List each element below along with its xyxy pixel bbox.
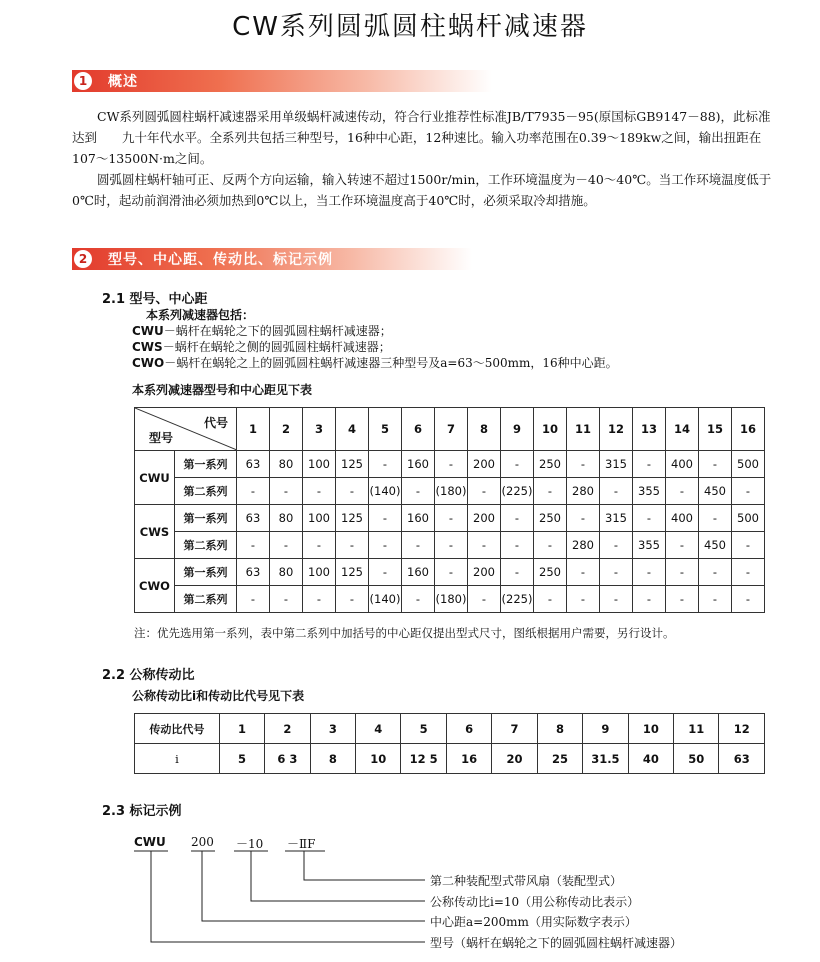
series-cell: 第一系列 — [175, 505, 237, 532]
value-cell: 450 — [699, 478, 732, 505]
value-cell: - — [567, 505, 600, 532]
model-code: CWU — [132, 324, 164, 338]
value-cell: 500 — [732, 451, 765, 478]
code-header-cell: 3 — [303, 408, 336, 451]
corner-label-code: 代号 — [203, 416, 228, 430]
value-cell: - — [435, 451, 468, 478]
marking-assembly: －ⅡF — [287, 837, 316, 851]
value-cell: - — [237, 478, 270, 505]
value-cell: - — [402, 532, 435, 559]
ratio-code-cell: 11 — [674, 714, 719, 744]
code-header-cell: 13 — [633, 408, 666, 451]
subsection-2-1-heading: 2.1 型号、中心距 — [102, 292, 208, 307]
value-cell: 63 — [237, 451, 270, 478]
value-cell: 250 — [534, 451, 567, 478]
value-cell: 160 — [402, 505, 435, 532]
value-cell: - — [666, 586, 699, 613]
code-header-cell: 11 — [567, 408, 600, 451]
ratio-value-label: i — [135, 744, 220, 774]
value-cell: - — [369, 532, 402, 559]
value-cell: - — [732, 478, 765, 505]
ratio-value-cell: 25 — [537, 744, 582, 774]
subsection-2-3-heading: 2.3 标记示例 — [102, 804, 182, 819]
section-2-number: 2 — [74, 250, 92, 268]
model-description: －蜗杆在蜗轮之下的圆弧圆柱蜗杆减速器； — [163, 324, 392, 338]
ratio-value-cell: 50 — [674, 744, 719, 774]
ratio-code-cell: 6 — [446, 714, 491, 744]
value-cell: - — [402, 478, 435, 505]
value-cell: - — [567, 586, 600, 613]
ratio-value-cell: 20 — [492, 744, 537, 774]
code-header-cell: 4 — [336, 408, 369, 451]
ratio-value-cell: 31.5 — [583, 744, 628, 774]
ratio-code-label: 传动比代号 — [135, 714, 220, 744]
value-cell: - — [600, 532, 633, 559]
value-cell: - — [666, 559, 699, 586]
marking-center-distance: 200 — [191, 835, 214, 849]
leader-center-distance — [202, 851, 425, 921]
value-cell: - — [633, 586, 666, 613]
value-cell: 63 — [237, 505, 270, 532]
series-cell: 第二系列 — [175, 532, 237, 559]
value-cell: - — [336, 478, 369, 505]
ratio-code-cell: 8 — [537, 714, 582, 744]
model-description: －蜗杆在蜗轮之侧的圆弧圆柱蜗杆减速器； — [162, 340, 391, 354]
section-1-title: 概述 — [108, 74, 138, 90]
value-cell: 160 — [402, 559, 435, 586]
page-title: CW系列圆弧圆柱蜗杆减速器 — [232, 12, 588, 42]
ratio-code-cell: 5 — [401, 714, 446, 744]
value-cell: - — [303, 532, 336, 559]
value-cell: - — [699, 505, 732, 532]
value-cell: - — [303, 478, 336, 505]
value-cell: (140) — [369, 586, 402, 613]
value-cell: 80 — [270, 559, 303, 586]
annotation-center-distance: 中心距a=200mm（用实际数字表示） — [430, 915, 637, 929]
value-cell: 250 — [534, 559, 567, 586]
series-cell: 第二系列 — [175, 586, 237, 613]
code-header-cell: 2 — [270, 408, 303, 451]
series-cell: 第二系列 — [175, 478, 237, 505]
value-cell: - — [633, 451, 666, 478]
ratio-code-cell: 9 — [583, 714, 628, 744]
ratio-code-cell: 10 — [628, 714, 673, 744]
value-cell: 250 — [534, 505, 567, 532]
value-cell: 125 — [336, 505, 369, 532]
annotation-ratio: 公称传动比i=10（用公称传动比表示） — [430, 895, 640, 909]
value-cell: 80 — [270, 451, 303, 478]
code-header-cell: 16 — [732, 408, 765, 451]
value-cell: 355 — [633, 478, 666, 505]
ratio-code-cell: 2 — [265, 714, 310, 744]
value-cell: - — [468, 532, 501, 559]
value-cell: - — [369, 451, 402, 478]
value-cell: - — [501, 532, 534, 559]
model-code: CWS — [132, 340, 163, 354]
value-cell: - — [633, 559, 666, 586]
value-cell: 80 — [270, 505, 303, 532]
ratio-value-cell: 8 — [310, 744, 355, 774]
ratio-value-cell: 5 — [219, 744, 264, 774]
value-cell: - — [402, 586, 435, 613]
value-cell: - — [270, 532, 303, 559]
value-cell: - — [468, 478, 501, 505]
value-cell: 315 — [600, 505, 633, 532]
value-cell: - — [369, 559, 402, 586]
value-cell: - — [435, 505, 468, 532]
value-cell: - — [732, 532, 765, 559]
value-cell: - — [534, 478, 567, 505]
overview-paragraph-1: CW系列圆弧圆柱蜗杆减速器采用单级蜗杆减速传动，符合行业推荐性标准JB/T7935－95(原国标GB9147－88)，此标准达到 九十年代水平。全系列共包括三种型号，16种中心距，12种速比。输入功率范围在0.39～189kw之间，输出扭距在107～13500N·m之间。 — [72, 109, 771, 166]
value-cell: - — [435, 559, 468, 586]
annotation-assembly: 第二种装配型式带风扇（装配型式） — [430, 874, 623, 888]
value-cell: 280 — [567, 532, 600, 559]
series-cell: 第一系列 — [175, 451, 237, 478]
ratio-code-cell: 3 — [310, 714, 355, 744]
marking-ratio: －10 — [236, 837, 264, 851]
value-cell: - — [501, 451, 534, 478]
value-cell: 125 — [336, 451, 369, 478]
section-1-number: 1 — [74, 72, 92, 90]
value-cell: - — [435, 532, 468, 559]
value-cell: - — [600, 478, 633, 505]
value-cell: (140) — [369, 478, 402, 505]
value-cell: 200 — [468, 559, 501, 586]
value-cell: - — [666, 478, 699, 505]
value-cell: - — [732, 586, 765, 613]
value-cell: - — [633, 505, 666, 532]
code-header-cell: 7 — [435, 408, 468, 451]
subsection-2-2-heading: 2.2 公称传动比 — [102, 668, 195, 683]
value-cell: 100 — [303, 505, 336, 532]
value-cell: (180) — [435, 478, 468, 505]
value-cell: - — [369, 505, 402, 532]
code-header-cell: 9 — [501, 408, 534, 451]
ratio-code-cell: 1 — [219, 714, 264, 744]
code-header-cell: 6 — [402, 408, 435, 451]
value-cell: - — [336, 532, 369, 559]
ratio-value-cell: 16 — [446, 744, 491, 774]
value-cell: 400 — [666, 505, 699, 532]
ratio-code-cell: 7 — [492, 714, 537, 744]
value-cell: - — [567, 559, 600, 586]
ratio-code-cell: 4 — [356, 714, 401, 744]
value-cell: 500 — [732, 505, 765, 532]
value-cell: - — [732, 559, 765, 586]
value-cell: 450 — [699, 532, 732, 559]
code-header-cell: 5 — [369, 408, 402, 451]
center-distance-table-caption: 本系列减速器型号和中心距见下表 — [132, 383, 313, 397]
value-cell: - — [270, 586, 303, 613]
code-header-cell: 8 — [468, 408, 501, 451]
value-cell: - — [600, 559, 633, 586]
value-cell: - — [567, 451, 600, 478]
leader-assembly — [304, 851, 425, 880]
value-cell: (225) — [501, 586, 534, 613]
leader-ratio — [251, 851, 425, 901]
value-cell: 100 — [303, 451, 336, 478]
value-cell: 200 — [468, 505, 501, 532]
value-cell: 63 — [237, 559, 270, 586]
value-cell: - — [270, 478, 303, 505]
value-cell: - — [303, 586, 336, 613]
ratio-value-cell: 40 — [628, 744, 673, 774]
value-cell: (180) — [435, 586, 468, 613]
section-2-title: 型号、中心距、传动比、标记示例 — [108, 252, 333, 268]
value-cell: - — [336, 586, 369, 613]
value-cell: - — [534, 586, 567, 613]
ratio-value-cell: 10 — [356, 744, 401, 774]
value-cell: - — [534, 532, 567, 559]
value-cell: 200 — [468, 451, 501, 478]
code-header-cell: 15 — [699, 408, 732, 451]
model-cell: CWO — [135, 559, 175, 613]
corner-label-model: 型号 — [149, 431, 174, 445]
ratio-table-caption: 公称传动比i和传动比代号见下表 — [132, 689, 305, 703]
value-cell: - — [666, 532, 699, 559]
table-note: 注：优先选用第一系列，表中第二系列中加括号的中心距仅提出型式尺寸，图纸根据用户需要，另行设计。 — [134, 626, 675, 640]
value-cell: (225) — [501, 478, 534, 505]
code-header-cell: 10 — [534, 408, 567, 451]
code-header-cell: 14 — [666, 408, 699, 451]
value-cell: 160 — [402, 451, 435, 478]
ratio-value-cell: 63 — [719, 744, 765, 774]
value-cell: - — [501, 559, 534, 586]
value-cell: 315 — [600, 451, 633, 478]
overview-paragraph-2: 圆弧圆柱蜗杆轴可正、反两个方向运输，输入转速不超过1500r/min，工作环境温度为－40～40℃。当工作环境温度低于0℃时，起动前润滑油必须加热到0℃以上，当工作环境温度高于40℃时，必须采取冷却措施。 — [72, 172, 772, 208]
value-cell: - — [237, 586, 270, 613]
value-cell: 355 — [633, 532, 666, 559]
models-intro: 本系列减速器包括： — [146, 308, 255, 322]
leader-model — [151, 851, 425, 942]
series-cell: 第一系列 — [175, 559, 237, 586]
value-cell: - — [600, 586, 633, 613]
marking-model: CWU — [134, 835, 166, 849]
value-cell: - — [699, 451, 732, 478]
ratio-value-cell: 12 5 — [401, 744, 446, 774]
model-cell: CWU — [135, 451, 175, 505]
value-cell: - — [468, 586, 501, 613]
value-cell: 400 — [666, 451, 699, 478]
value-cell: - — [699, 586, 732, 613]
value-cell: - — [501, 505, 534, 532]
value-cell: - — [237, 532, 270, 559]
model-description: －蜗杆在蜗轮之上的圆弧圆柱蜗杆减速器三种型号及a=63～500mm，16种中心距。 — [164, 356, 618, 370]
annotation-model: 型号（蜗杆在蜗轮之下的圆弧圆柱蜗杆减速器） — [430, 936, 683, 950]
value-cell: 280 — [567, 478, 600, 505]
value-cell: - — [699, 559, 732, 586]
model-cell: CWS — [135, 505, 175, 559]
value-cell: 125 — [336, 559, 369, 586]
model-code: CWO — [132, 356, 165, 370]
ratio-value-cell: 6 3 — [265, 744, 310, 774]
value-cell: 100 — [303, 559, 336, 586]
ratio-code-cell: 12 — [719, 714, 765, 744]
code-header-cell: 1 — [237, 408, 270, 451]
code-header-cell: 12 — [600, 408, 633, 451]
